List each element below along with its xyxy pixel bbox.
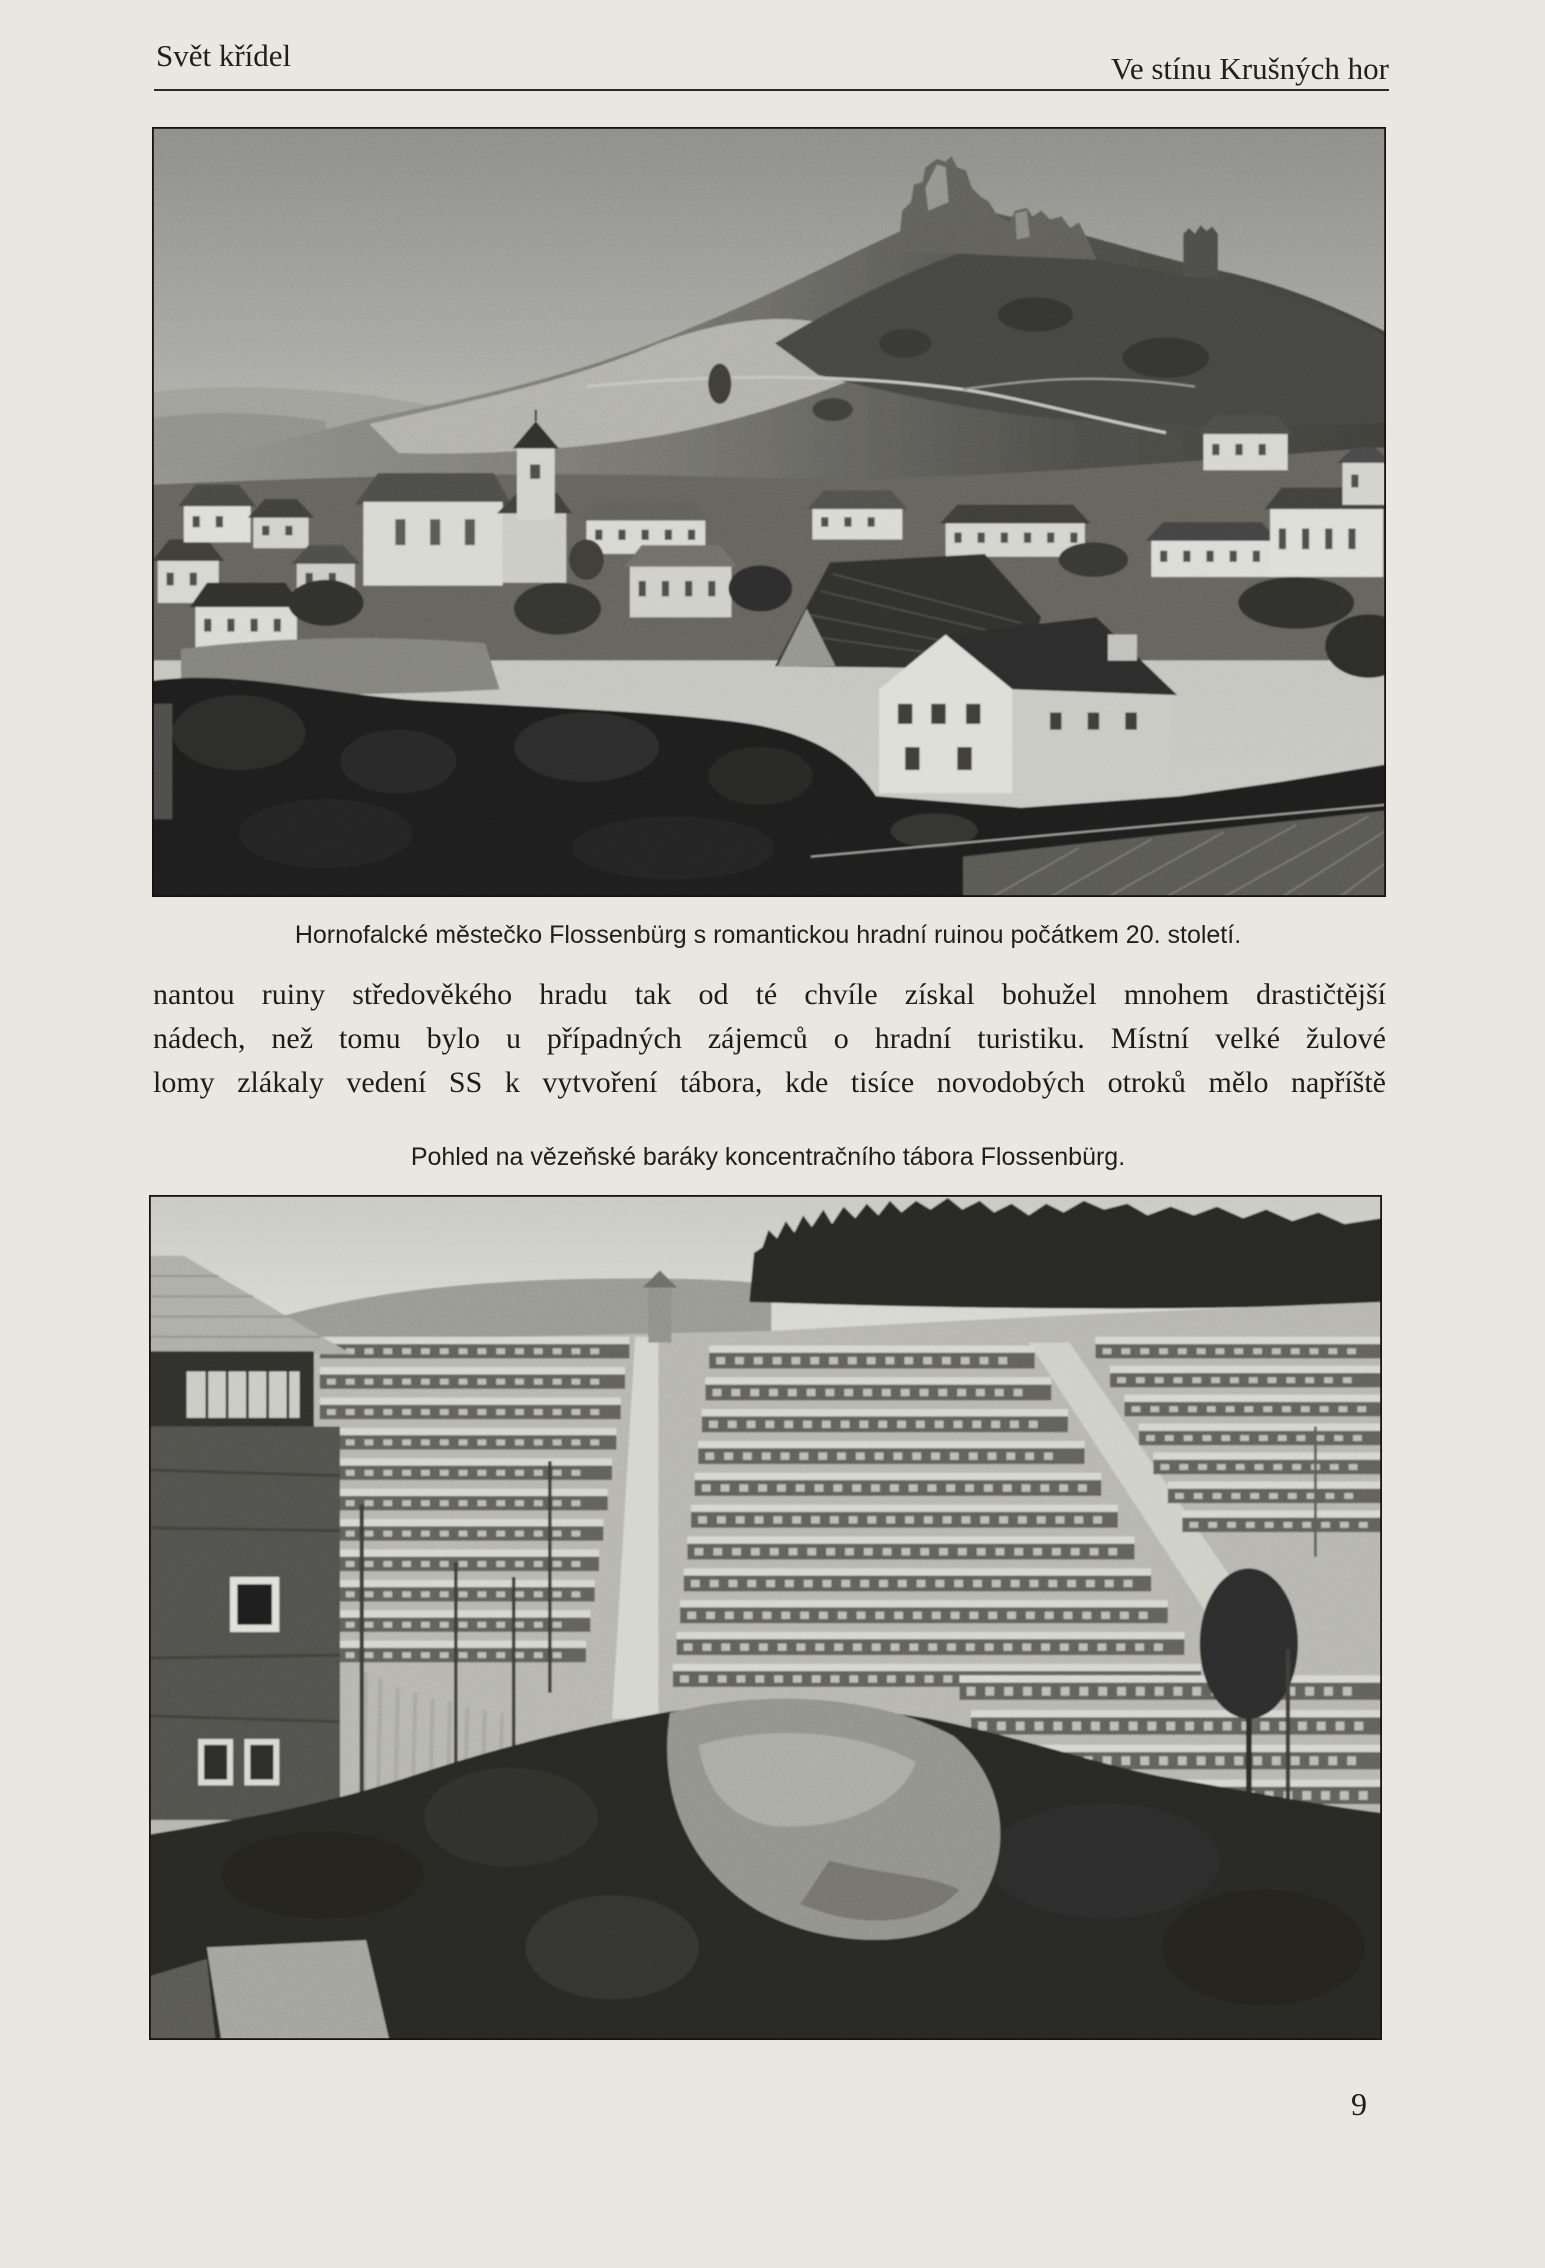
photo-grain xyxy=(149,1195,1382,2040)
running-head-book-title: Svět křídel xyxy=(156,38,292,73)
figure-caption-camp: Pohled na vězeňské baráky koncentračního tábora Flossenbürg. xyxy=(410,1143,1126,1171)
photo-flossenburg-town-image xyxy=(152,127,1386,897)
page-number: 9 xyxy=(1351,2086,1367,2122)
body-paragraph xyxy=(153,973,1386,1105)
header-rule xyxy=(154,89,1389,91)
body-line: lomy zlákaly vedení SS k vytvoření tábora, kde tisíce novodobých otroků mělo napříště xyxy=(153,1066,1386,1099)
body-line: nádech, než tomu bylo u případných zájemců o hradní turistiku. Místní velké žulové xyxy=(153,1022,1386,1055)
body-line: nantou ruiny středověkého hradu tak od té chvíle získal bohužel mnohem drastičtější xyxy=(153,978,1386,1011)
photo-camp-barracks xyxy=(149,1195,1382,2040)
photo-camp-barracks-image xyxy=(149,1195,1382,2040)
photo-flossenburg-town xyxy=(152,127,1386,897)
photo-grain xyxy=(152,127,1386,897)
running-head-chapter-title: Ve stínu Krušných hor xyxy=(1110,51,1389,86)
figure-caption-town: Hornofalcké městečko Flossenbürg s romantickou hradní ruinou počátkem 20. století. xyxy=(294,921,1242,949)
